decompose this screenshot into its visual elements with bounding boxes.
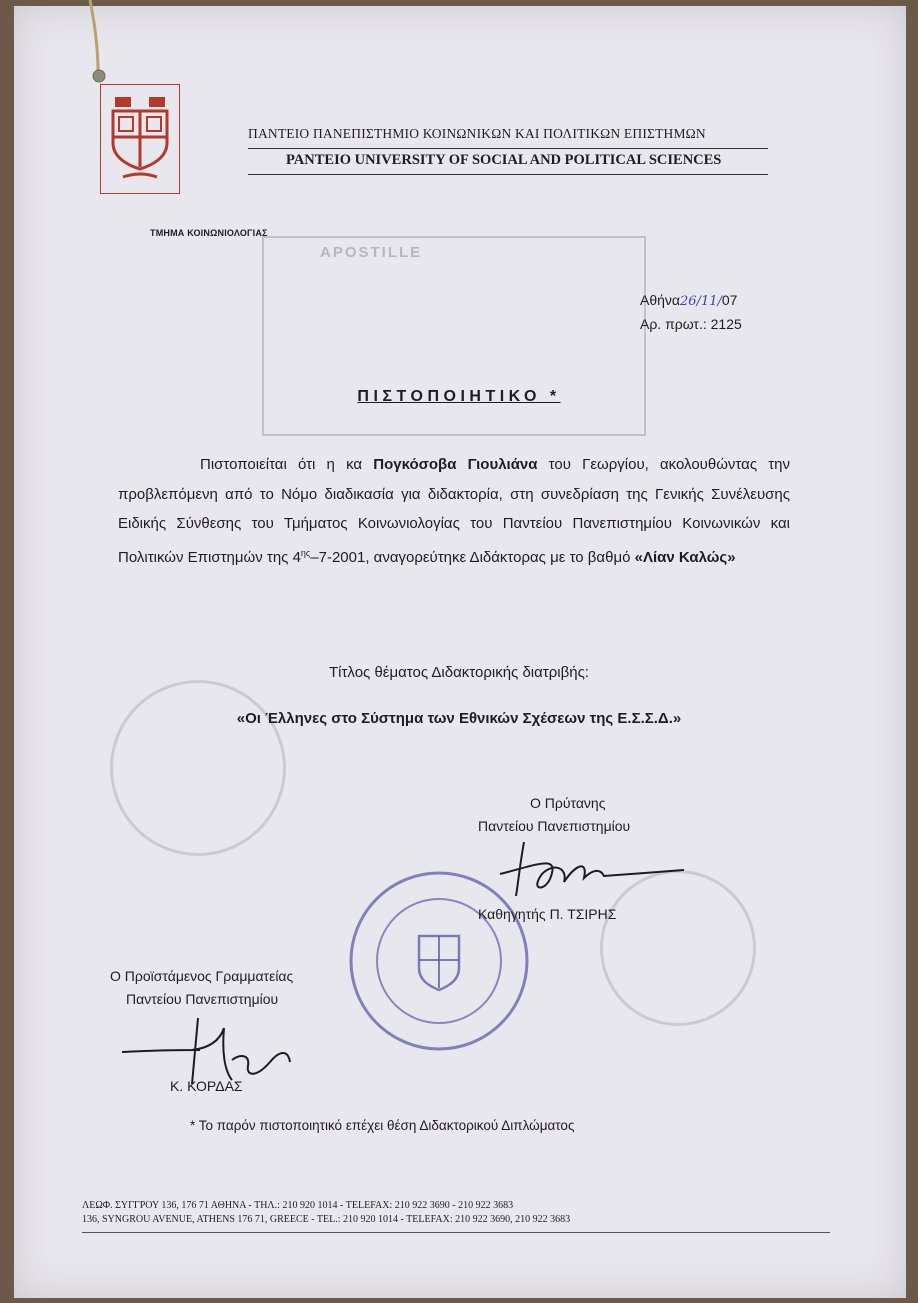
grade: «Λίαν Καλώς» bbox=[634, 548, 736, 566]
body-text-1: Πιστοποιείται ότι η κα bbox=[200, 456, 374, 473]
rector-title: Ο Πρύτανης bbox=[530, 795, 606, 811]
certificate-title: ΠΙΣΤΟΠΟΙΗΤΙΚΟ * bbox=[357, 388, 561, 405]
issue-date bbox=[640, 292, 737, 309]
thesis-title: «Οι Έλληνες στο Σύστημα των Εθνικών Σχέσεων της Ε.Σ.Σ.Δ.» bbox=[236, 710, 682, 727]
university-name-english: PANTEIO UNIVERSITY OF SOCIAL AND POLITICAL SCIENCES bbox=[286, 152, 722, 168]
thesis-title-label: Τίτλος θέματος Διδακτορικής διατριβής: bbox=[329, 664, 589, 681]
certificate-paper bbox=[14, 6, 906, 1298]
footer-address-greek: ΛΕΩΦ. ΣΥΓΓΡΟΥ 136, 176 71 ΑΘΗΝΑ - ΤΗΛ.: 210 920 1014 - TELEFAX: 210 922 3690 - 210 922 3683 bbox=[82, 1200, 514, 1211]
ordinal-suffix: ης bbox=[300, 547, 311, 558]
recipient-name: Πογκόσοβα Γιουλιάνα bbox=[373, 456, 538, 473]
apostille-title: APOSTILLE bbox=[320, 244, 423, 261]
rector-name: Καθηγητής Π. ΤΣΙΡΗΣ bbox=[478, 906, 617, 922]
department-name: ΤΜΗΜΑ ΚΟΙΝΩΝΙΟΛΟΓΙΑΣ bbox=[150, 228, 268, 238]
footer-divider bbox=[82, 1232, 830, 1233]
secretary-title: Ο Προϊστάμενος Γραμματείας bbox=[110, 968, 294, 984]
body-text-3: –7-2001, αναγορεύτηκε Διδάκτορας με το βαθμό bbox=[310, 548, 635, 566]
rector-organization: Παντείου Πανεπιστημίου bbox=[478, 818, 631, 834]
body-text-2: του Γεωργίου, ακολουθώντας την προβλεπόμενη από το Νόμο διαδικασία για διδακτορία, στη συνεδρίαση της Γενικής Συνέλευσης Ειδικής Σύνθεσης του Τμήματος Κοινωνιολογίας του Παντείου Πανεπιστημίου Κοινωνικών και Πολιτικών Επιστημών της 4 bbox=[118, 456, 790, 566]
string-tie bbox=[86, 0, 116, 90]
secretary-organization: Παντείου Πανεπιστημίου bbox=[126, 991, 279, 1007]
protocol-number: Αρ. πρωτ.: 2125 bbox=[640, 316, 742, 332]
university-logo bbox=[100, 84, 180, 194]
header-divider-bottom bbox=[248, 174, 768, 175]
faint-round-stamp-left bbox=[110, 680, 286, 856]
secretary-name: Κ. ΚΟΡΔΑΣ bbox=[170, 1078, 243, 1094]
date-handwritten: 26/11/ bbox=[680, 294, 722, 309]
rector-signature bbox=[480, 834, 690, 904]
certificate-body bbox=[118, 450, 790, 572]
footer-address-english: 136, SYNGROU AVENUE, ATHENS 176 71, GREECE - TEL.: 210 920 1014 - TELEFAX: 210 922 3690, 210 922 3683 bbox=[82, 1214, 571, 1225]
footnote: * Το παρόν πιστοποιητικό επέχει θέση Διδακτορικού Διπλώματος bbox=[190, 1118, 575, 1133]
date-label: Αθήνα bbox=[640, 292, 681, 308]
header-divider bbox=[248, 148, 768, 149]
date-year: 07 bbox=[721, 292, 738, 308]
university-name-greek: ΠΑΝΤΕΙΟ ΠΑΝΕΠΙΣΤΗΜΙΟ ΚΟΙΝΩΝΙΚΩΝ ΚΑΙ ΠΟΛΙΤΙΚΩΝ ΕΠΙΣΤΗΜΩΝ bbox=[248, 126, 706, 141]
apostille-stamp bbox=[262, 236, 646, 436]
